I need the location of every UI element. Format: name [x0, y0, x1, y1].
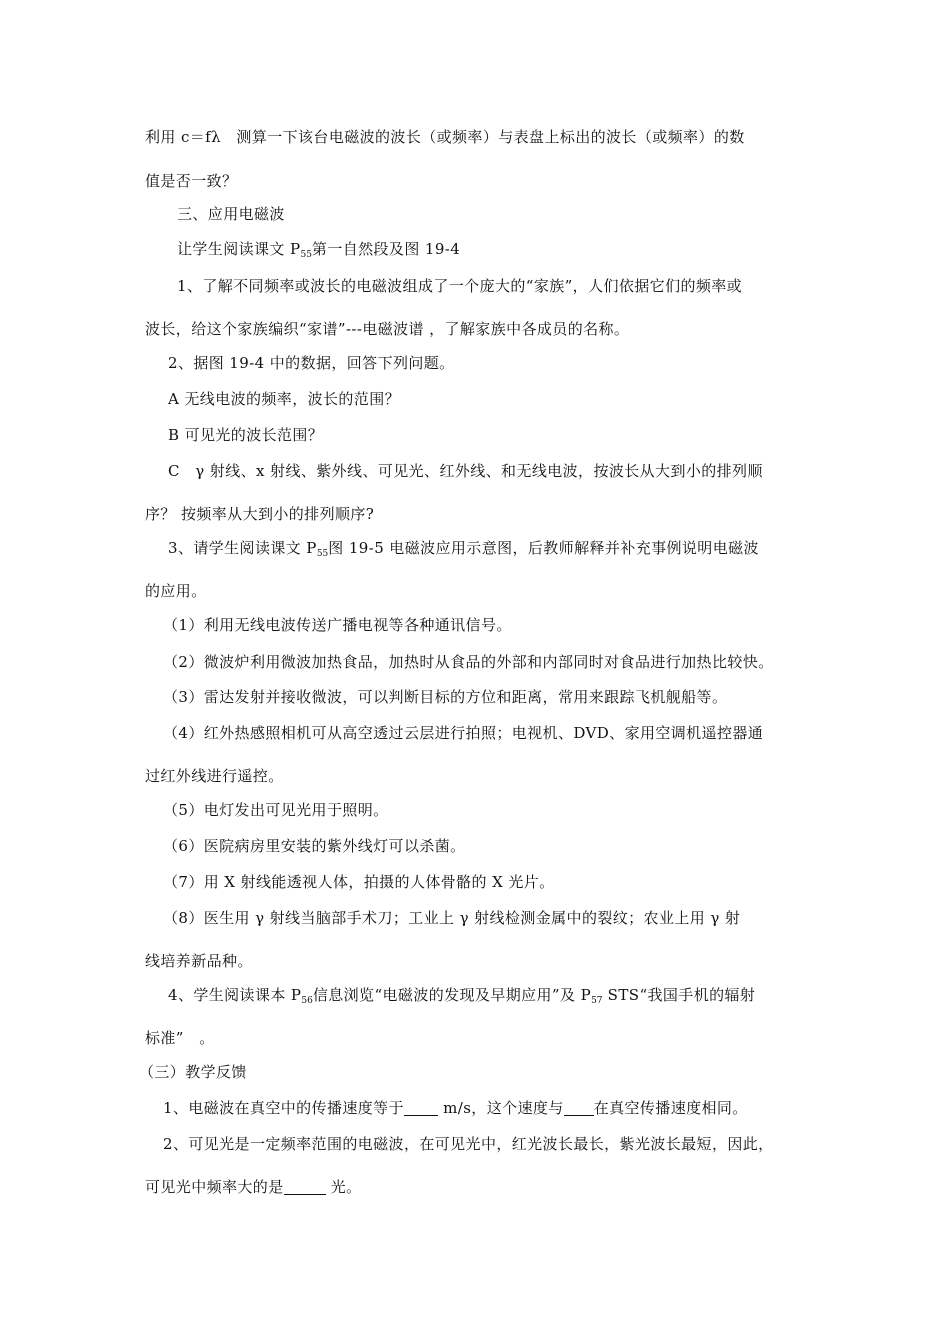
text-line: 利用 c＝fλ 测算一下该台电磁波的波长（或频率）与表盘上标出的波长（或频率）的数 [145, 128, 745, 146]
text-fragment: 第一自然段及图 19-4 [311, 240, 461, 258]
list-item: （8）医生用 γ 射线当脑部手术刀；工业上 γ 射线检测金属中的裂纹；农业上用 γ 射 [163, 909, 741, 927]
text-fragment: 1、电磁波在真空中的传播速度等于 [163, 1099, 404, 1117]
text-line: B 可见光的波长范围？ [168, 426, 324, 444]
text-line: 序？ 按频率从大到小的排列顺序? [145, 505, 375, 523]
text-fragment: 图 19-5 电磁波应用示意图，后教师解释并补充事例说明电磁波 [328, 539, 759, 557]
text-line [177, 239, 460, 265]
text-fragment: STS“我国手机的辐射 [602, 986, 756, 1004]
answer-blank[interactable] [284, 1179, 326, 1195]
list-item: （7）用 X 射线能透视人体，拍摄的人体骨骼的 X 光片。 [163, 873, 555, 891]
text-line: 的应用。 [145, 582, 207, 600]
text-fragment: 信息浏览“电磁波的发现及早期应用”及 P [312, 986, 592, 1004]
text-line: 值是否一致？ [145, 172, 238, 190]
answer-blank[interactable] [564, 1100, 594, 1116]
list-item: （3）雷达发射并接收微波，可以判断目标的方位和距离，常用来跟踪飞机舰船等。 [163, 688, 728, 706]
subscript: 55 [300, 250, 312, 260]
text-fragment: m/s，这个速度与 [437, 1099, 564, 1117]
text-line: A 无线电波的频率，波长的范围？ [168, 390, 401, 408]
text-line: 标准” 。 [145, 1029, 215, 1047]
text-line [168, 538, 759, 564]
question-line [145, 1177, 362, 1197]
subscript: 57 [591, 996, 603, 1006]
list-item: （6）医院病房里安装的紫外线灯可以杀菌。 [163, 837, 466, 855]
text-fragment: 4、学生阅读课本 P [168, 986, 302, 1004]
text-fragment: 3、请学生阅读课文 P [168, 539, 317, 557]
list-item: （5）电灯发出可见光用于照明。 [163, 801, 389, 819]
list-item: （1）利用无线电波传送广播电视等各种通讯信号。 [163, 616, 512, 634]
question-line [163, 1098, 748, 1118]
text-fragment: 可见光中频率大的是 [145, 1178, 284, 1196]
list-item: （2）微波炉利用微波加热食品，加热时从食品的外部和内部同时对食品进行加热比较快。 [163, 653, 774, 671]
section-heading: 三、应用电磁波 [177, 205, 285, 223]
subscript: 56 [301, 996, 313, 1006]
question-line: 2、可见光是一定频率范围的电磁波，在可见光中，红光波长最长，紫光波长最短，因此， [163, 1135, 774, 1153]
text-line: C γ 射线、x 射线、紫外线、可见光、红外线、和无线电波，按波长从大到小的排列顺 [168, 462, 763, 480]
list-item: （4）红外热感照相机可从高空透过云层进行拍照；电视机、DVD、家用空调机遥控器通 [163, 724, 764, 742]
text-line: 线培养新品种。 [145, 952, 253, 970]
text-fragment: 在真空传播速度相同。 [593, 1099, 748, 1117]
section-heading: （三）教学反馈 [139, 1063, 247, 1081]
subscript: 55 [316, 549, 329, 559]
text-line [168, 985, 755, 1011]
text-line: 1、了解不同频率或波长的电磁波组成了一个庞大的“家族”，人们依据它们的频率或 [177, 277, 743, 295]
text-line: 2、据图 19-4 中的数据，回答下列问题。 [168, 354, 455, 372]
text-line: 波长，给这个家族编织“家谱”---电磁波谱 ，了解家族中各成员的名称。 [145, 320, 630, 338]
text-fragment: 光。 [325, 1178, 362, 1196]
text-fragment: 让学生阅读课文 P [177, 240, 301, 258]
text-line: 过红外线进行遥控。 [145, 767, 284, 785]
answer-blank[interactable] [404, 1100, 438, 1116]
